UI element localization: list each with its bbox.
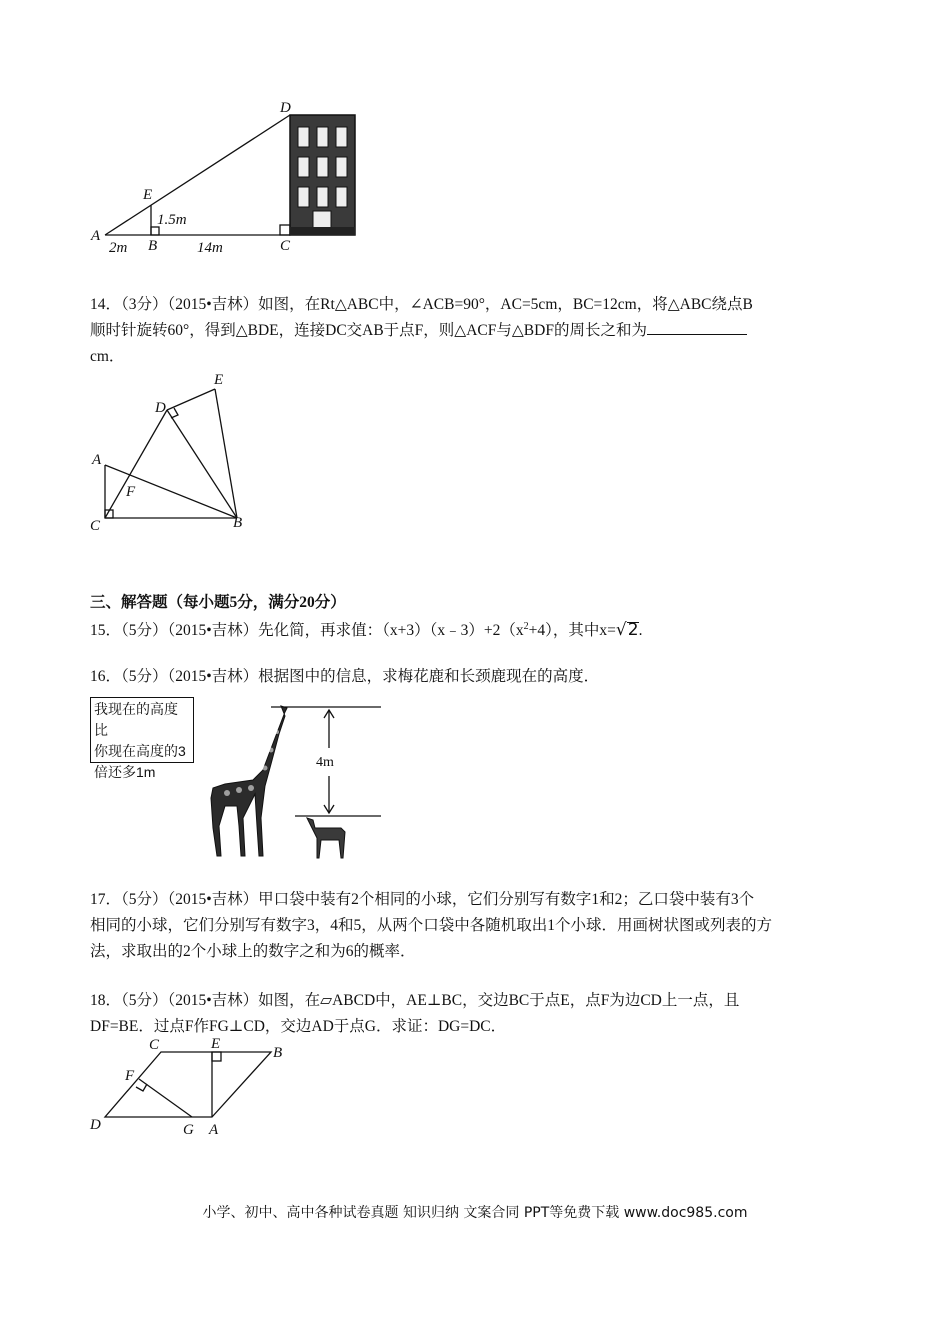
question-15: 15．（5分）（2015•吉林）先化简，再求值：$(x+3)(x﹣3)+2(x^2+4)$，其中x=√2. [90,620,643,641]
figure-building [85,95,385,260]
building-icon [290,115,355,235]
figure-parallelogram [85,1035,305,1140]
section-title: 三、解答题（每小题5分，满分20分） [90,594,346,611]
sqrt-value: 2 [627,620,639,641]
label-F: F [126,484,136,500]
label-C: C [149,1037,160,1053]
label-A: A [209,1122,219,1138]
q14-line2: 顺时针旋转60°，得到△BDE，连接DC交AB于点F，则△ACF与△BDF的周长之和为 [90,318,860,344]
label-E: E [211,1036,221,1052]
figure-rotated-triangles [85,365,265,535]
label-B: B [148,238,158,254]
speech-box: 我现在的高度比 你现在高度的3 倍还多1m [90,697,194,763]
giraffe-icon [211,706,287,856]
label-E: E [143,187,153,203]
label-F: F [125,1068,135,1084]
label-A: A [91,228,101,244]
label-D: D [155,400,166,416]
question-14 [90,292,860,370]
label-D: D [90,1117,101,1133]
question-17: 17．（5分）（2015•吉林）甲口袋中装有2个相同的小球，它们分别写有数字1和2；乙口袋中装有3个 相同的小球，它们分别写有数字3，4和5，从两个口袋中各随机取出1个小球．用画树状图或列表的方 法，求取出的2个小球上的数字之和为6的概率． [90,891,773,960]
measure-bc: 14m [197,240,223,256]
label-C: C [280,238,291,254]
label-B: B [233,515,243,531]
measure-eb: 1.5m [157,212,187,228]
label-A: A [92,452,102,468]
question-18: 18．（5分）（2015•吉林）如图，在▱ABCD中，AE⊥BC，交边BC于点E，点F为边CD上一点，且 DF=BE．过点F作FG⊥CD，交边AD于点G．求证：DG=DC． [90,992,740,1035]
label-E: E [214,372,224,388]
label-B: B [273,1045,283,1061]
deer-icon [307,818,345,858]
label-D: D [280,100,291,116]
answer-blank[interactable] [647,319,747,335]
measure-ab: 2m [109,240,128,256]
footer-text: 小学、初中、高中各种试卷真题 知识归纳 文案合同 PPT等免费下载 www.doc985.com [202,1205,748,1221]
question-16: 16．（5分）（2015•吉林）根据图中的信息，求梅花鹿和长颈鹿现在的高度． [90,668,600,685]
label-C: C [90,518,101,534]
figure-giraffe-deer [195,698,385,863]
height-label: 4m [316,755,334,770]
q14-line1: 14．（3分）（2015•吉林）如图，在Rt△ABC中，∠ACB=90°，AC=5cm，BC=12cm，将△ABC绕点B [90,296,753,313]
label-G: G [183,1122,194,1138]
q14-line3: cm． [90,348,125,365]
